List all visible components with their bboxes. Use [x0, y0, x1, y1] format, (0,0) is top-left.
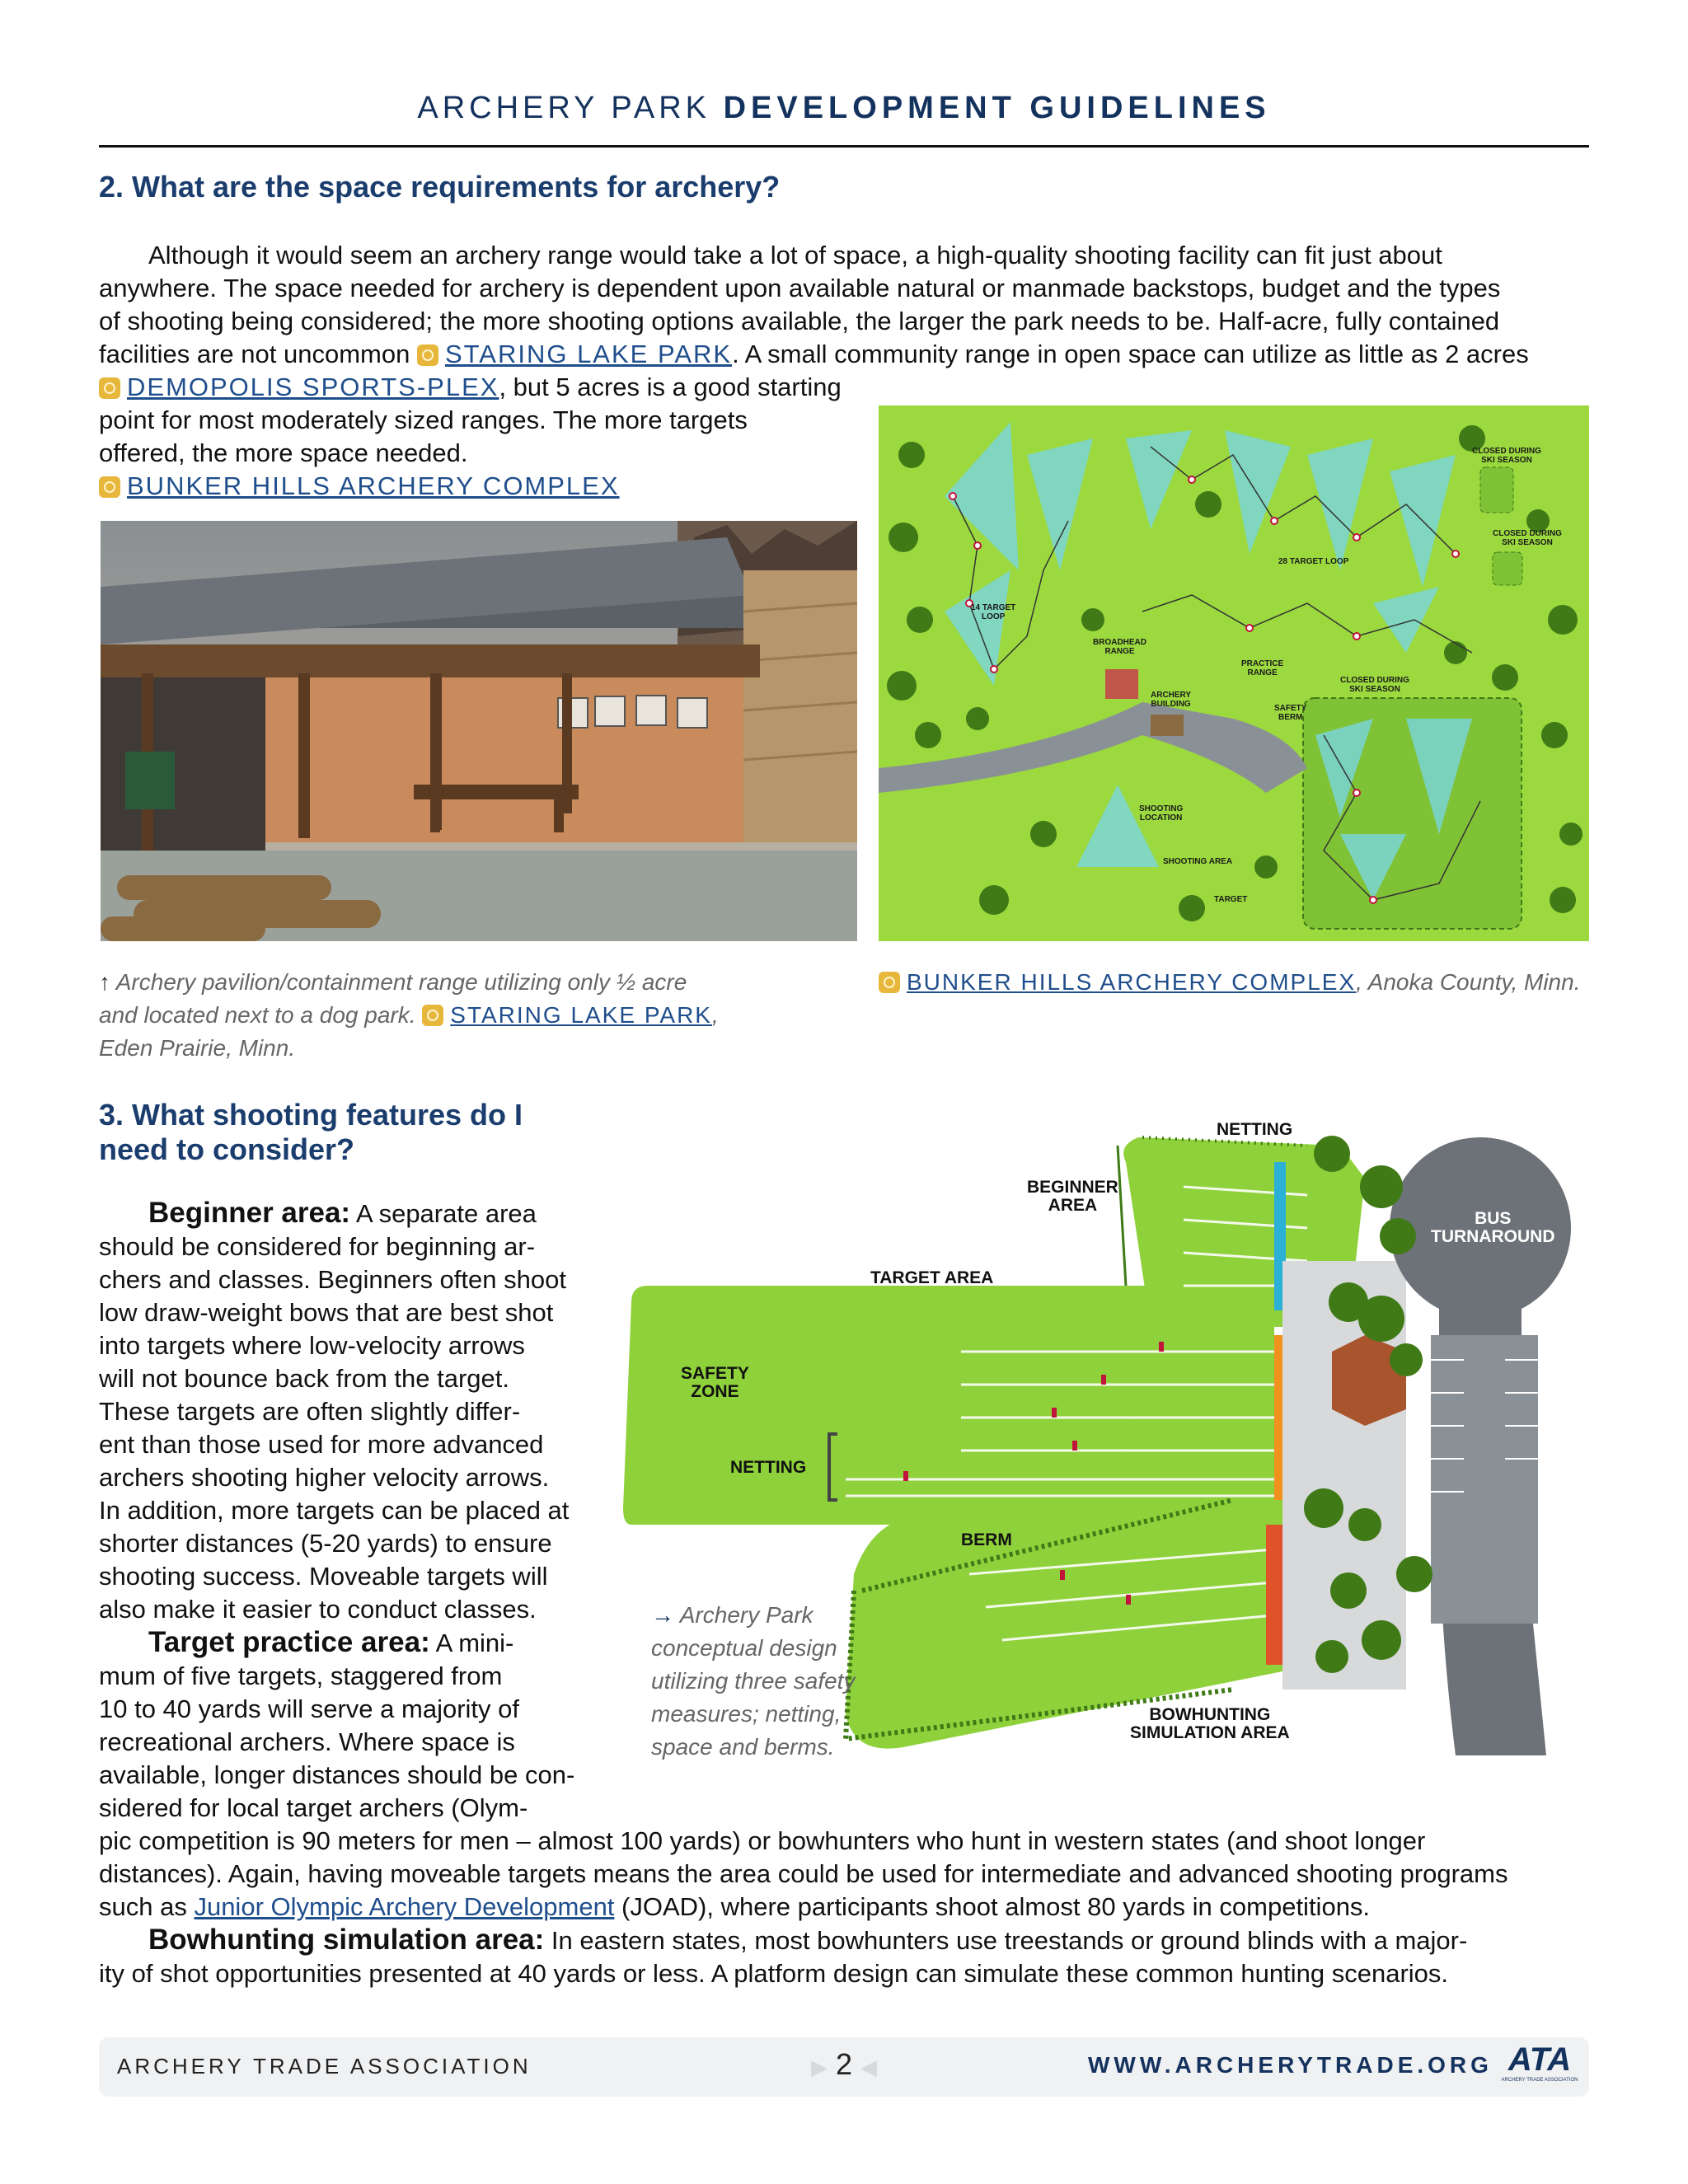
map-label-practice: PRACTICE RANGE — [1241, 659, 1284, 677]
map-label-berm: SAFETY BERM — [1274, 704, 1307, 722]
map-pin-icon — [422, 1005, 443, 1026]
map-label-broadhead: BROADHEAD RANGE — [1093, 638, 1146, 656]
diagram-label-berm: BERM — [961, 1530, 1012, 1549]
section2-heading: 2. What are the space requirements for archery? — [99, 170, 781, 204]
bunker-hills-link[interactable]: BUNKER HILLS ARCHERY COMPLEX — [127, 471, 620, 500]
map-label-28-loop: 28 TARGET LOOP — [1278, 557, 1349, 566]
footer-org: ARCHERY TRADE ASSOCIATION — [117, 2054, 532, 2079]
bunker-hills-caption-link[interactable]: BUNKER HILLS ARCHERY COMPLEX — [907, 969, 1357, 995]
map-pin-icon — [417, 344, 438, 366]
pavilion-photo — [101, 521, 857, 941]
map-label-14-loop: 14 TARGET LOOP — [971, 603, 1016, 621]
section3-heading: 3. What shooting features do I need to consider? — [99, 1098, 523, 1166]
map-pin-icon — [879, 972, 900, 993]
footer-url[interactable]: WWW.ARCHERYTRADE.ORG — [1088, 2052, 1493, 2078]
section2-paragraph: Although it would seem an archery range would take a lot of space, a high-quality shooting facility can fit just about anywhere. The space needed for archery is dependent upon available natural or manmade backstops, budget and the types of shooting being considered; the more shooting options available, the larger the park needs to be. Half-acre, fully contained facilities are not uncommon STARING LAKE PARK. A small community range in open space can utilize as little as 2 acres DEMOPOLIS SPORTS-PLEX, but 5 acres is a good starting point for most moderately sized ranges. The more targets offered, the more space needed. BUNKER HILLS ARCHERY COMPLEX — [99, 241, 1529, 500]
diagram-label-target-area: TARGET AREA — [870, 1268, 994, 1287]
map-label-building: ARCHERY BUILDING — [1151, 691, 1192, 709]
map-pin-icon — [99, 476, 120, 498]
map-label-closed-3: CLOSED DURING SKI SEASON — [1340, 676, 1409, 694]
map-label-shooting-location: SHOOTING LOCATION — [1139, 804, 1184, 823]
ata-logo: ATA ARCHERY TRADE ASSOCIATION — [1501, 2041, 1578, 2083]
triangle-right-icon: ▶ — [810, 2055, 828, 2079]
arrow-right-icon: → — [651, 1602, 674, 1628]
diagram-label-safety-zone: SAFETY ZONE — [681, 1364, 749, 1401]
map-label-closed-2: CLOSED DURING SKI SEASON — [1493, 529, 1562, 547]
arrow-up-icon: ↑ — [99, 969, 110, 995]
map-label-closed-1: CLOSED DURING SKI SEASON — [1472, 447, 1541, 465]
map-pin-icon — [99, 377, 120, 399]
staring-lake-caption-link[interactable]: STARING LAKE PARK — [450, 1002, 712, 1028]
map-label-shooting-area: SHOOTING AREA — [1163, 857, 1233, 866]
page-number: ▶ 2 ◀ — [810, 2047, 878, 2081]
map-caption: BUNKER HILLS ARCHERY COMPLEX, Anoka County, Minn. — [879, 966, 1604, 999]
diagram-label-netting-left: NETTING — [730, 1458, 807, 1477]
diagram-label-beginner: BEGINNER AREA — [1027, 1178, 1118, 1215]
header-rule — [99, 145, 1589, 148]
demopolis-link[interactable]: DEMOPOLIS SPORTS-PLEX — [127, 373, 499, 401]
triangle-left-icon: ◀ — [860, 2055, 878, 2079]
footer-bar — [99, 2037, 1589, 2097]
diagram-label-bowhunting: BOWHUNTING SIMULATION AREA — [1130, 1705, 1290, 1742]
map-label-target: TARGET — [1214, 895, 1248, 904]
joad-link[interactable]: Junior Olympic Archery Development — [194, 1892, 615, 1921]
diagram-label-bus: BUS TURNAROUND — [1431, 1209, 1555, 1246]
page-header: ARCHERY PARK DEVELOPMENT GUIDELINES — [417, 91, 1271, 125]
diagram-label-netting-top: NETTING — [1217, 1120, 1293, 1139]
staring-lake-link[interactable]: STARING LAKE PARK — [444, 340, 733, 368]
bunker-hills-map — [879, 405, 1589, 941]
diagram-caption: → Archery Park conceptual design utilizing three safety measures; netting, space and berms. — [651, 1602, 856, 1760]
photo-caption: ↑ Archery pavilion/containment range utilizing only ½ acre and located next to a dog park. STARING LAKE PARK, Eden Prairie, Minn. — [99, 969, 719, 1061]
section3-body: Beginner area: A separate area should be considered for beginning ar- chers and classes. Beginners often shoot low draw-weight bows that are best shot into targets where low-velocity arrows will not bounce back from the target. These targets are often slightly differ- ent than those used for more advanced archers shooting higher velocity arrows. In addition, more targets can be placed at shorter distances (5-20 yards) to ensure shooting success. Moveable targets will also make it easier to conduct classes. Target practice area: A mini- mum of five targets, staggered from 10 to 40 yards will serve a majority of recreational archers. Where space is available, longer distances should be con- sidered for local target archers (Olym- pic competition is 90 meters for men – almost 100 yards) or bowhunters who hunt in western states (and shoot longer distances). Again, having moveable targets means the area could be used for intermediate and advanced shooting programs such as Junior Olympic Archery Development (JOAD), where participants shoot almost 80 yards in competitions. Bowhunting simulation area: In eastern states, most bowhunters use treestands or ground blinds with a major- ity of shot opportunities presented at 40 yards or less. A platform design can simulate these common hunting scenarios. — [99, 1197, 1508, 1988]
